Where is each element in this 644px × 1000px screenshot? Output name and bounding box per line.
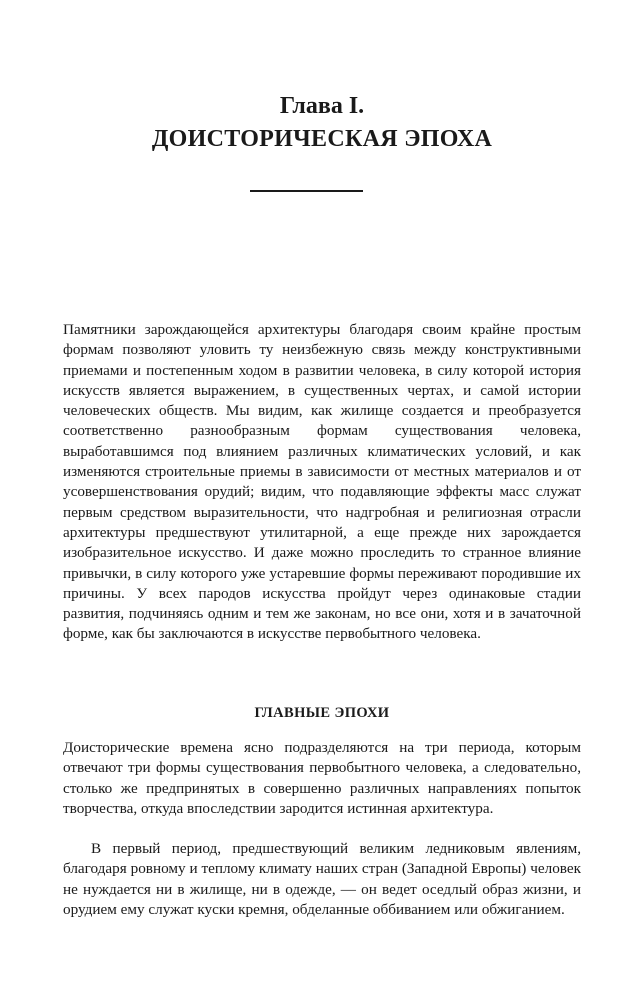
section-heading: ГЛАВНЫЕ ЭПОХИ	[254, 705, 390, 721]
chapter-title: ДОИСТОРИЧЕСКАЯ ЭПОХА	[151, 126, 493, 152]
periods-paragraph: Доисторические времена ясно подразделяются на три периода, которым отвечают три формы существования первобытного человека, а следовательно, столько же предпринятых в совершенно различных направлениях попыток творчества, откуда впоследствии зародится истинная архитектура.	[63, 739, 581, 817]
title-divider	[250, 190, 363, 192]
chapter-number: Глава I.	[279, 93, 365, 119]
intro-paragraph: Памятники зарождающейся архитектуры благодаря своим крайне простым формам позволяют уловить ту неизбежную связь между конструктивными приемами и постепенным ходом в развитии человека, в силу которой история искусств является выражением, в существенных чертах, и самой истории человеческих обществ. Мы видим, как жилище создается и преобразуется соответственно разнообразным формам существования человека, выработавшимся под влиянием различных климатических условий, и как изменяются строительные приемы в зависимости от местных материалов и от усовершенствования орудий; видим, что подавляющие эффекты масс служат первым средством выразительности, что надгробная и религиозная отрасли архитектуры предшествуют утилитарной, а еще прежде них зарождается изобразительное искусство. И даже можно проследить то странное влияние привычки, в силу которого уже устаревшие формы переживают породившие их причины. У всех пародов искусства пройдут через одинаковые стадии развития, подчиняясь одним и тем же законам, но все они, хотя и в зачаточной форме, как бы заключаются в искусстве первобытного человека.	[63, 321, 581, 643]
first-period-paragraph: В первый период, предшествующий великим ледниковым явлениям, благодаря ровному и теплому климату наших стран (Западной Европы) человек не нуждается ни в жилище, ни в одежде, — он ведет оседлый образ жизни, и орудием ему служат куски кремня, обделанные оббиванием или обжиганием.	[63, 840, 581, 918]
